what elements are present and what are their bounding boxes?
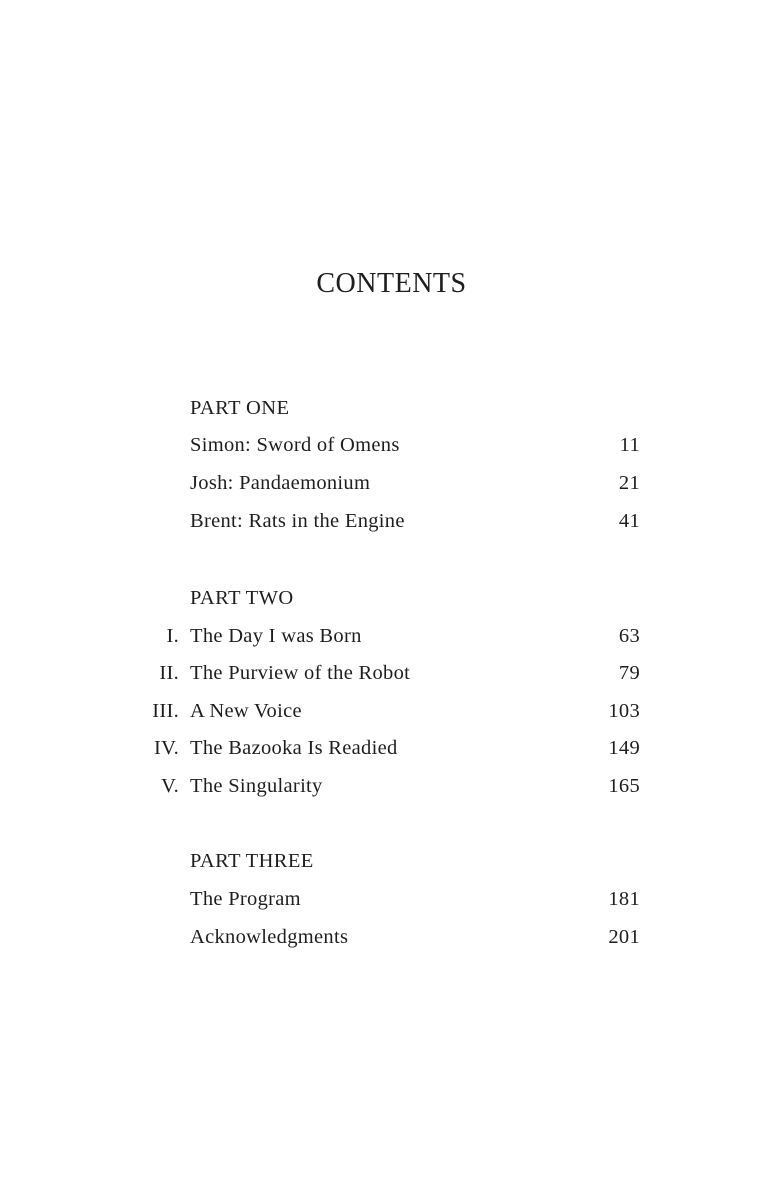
page-number: 165 (608, 775, 640, 797)
toc-entry[interactable] (0, 734, 783, 762)
page-number: 41 (618, 510, 640, 532)
page-number: 63 (618, 625, 640, 647)
page-number: 11 (619, 434, 640, 456)
chapter-number: V. (161, 775, 179, 797)
toc-entry[interactable] (0, 885, 783, 913)
toc-entry[interactable] (0, 923, 783, 951)
chapter-number: I. (166, 625, 179, 647)
page-number: 103 (608, 700, 640, 722)
part-heading-one: PART ONE (190, 397, 290, 419)
chapter-number: III. (152, 700, 179, 722)
chapter-title: The Day I was Born (190, 625, 362, 647)
toc-entry[interactable] (0, 622, 783, 650)
page-number: 181 (608, 888, 640, 910)
toc-entry[interactable] (0, 507, 783, 535)
toc-entry[interactable] (0, 659, 783, 687)
page-number: 149 (608, 737, 640, 759)
chapter-title: The Purview of the Robot (190, 662, 411, 684)
chapter-title: Josh: Pandaemonium (190, 472, 371, 494)
chapter-title: Acknowledgments (190, 926, 349, 948)
part-heading-two: PART TWO (190, 587, 294, 609)
page-number: 201 (608, 926, 640, 948)
page-title: CONTENTS (316, 268, 467, 299)
toc-entry[interactable] (0, 697, 783, 725)
part-heading-three: PART THREE (190, 850, 314, 872)
toc-entry[interactable] (0, 772, 783, 800)
chapter-title: The Bazooka Is Readied (190, 737, 398, 759)
chapter-title: Brent: Rats in the Engine (190, 510, 405, 532)
chapter-title: The Singularity (190, 775, 323, 797)
chapter-title: A New Voice (190, 700, 302, 722)
page-number: 79 (618, 662, 640, 684)
chapter-number: II. (159, 662, 179, 684)
page-number: 21 (618, 472, 640, 494)
chapter-number: IV. (153, 737, 179, 759)
toc-entry[interactable] (0, 469, 783, 497)
chapter-title: The Program (190, 888, 301, 910)
toc-entry[interactable] (0, 431, 783, 459)
chapter-title: Simon: Sword of Omens (190, 434, 400, 456)
